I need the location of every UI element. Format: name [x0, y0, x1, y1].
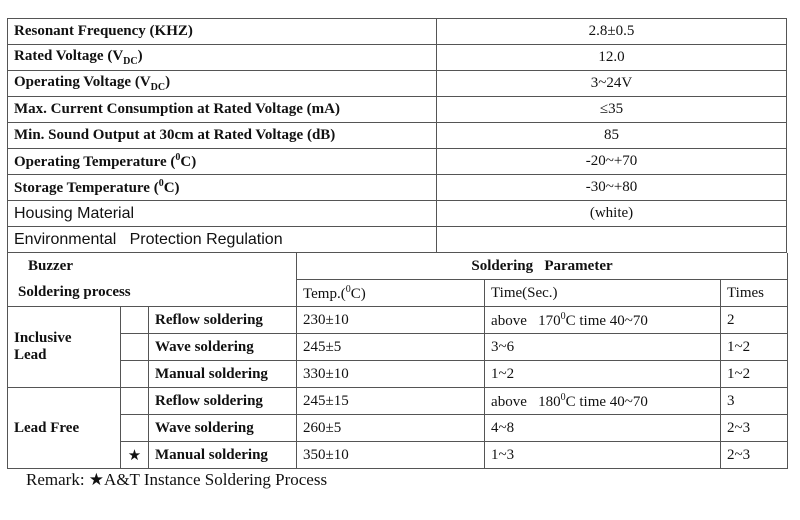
spec-label: Housing Material [8, 201, 437, 227]
table-row [8, 307, 788, 334]
temp-value: 230±10 [297, 307, 485, 334]
temp-value: 260±5 [297, 415, 485, 442]
mark-cell [121, 388, 149, 415]
times-value: 2~3 [721, 415, 788, 442]
spec-row [8, 201, 787, 227]
time-value: above $170^0C$ time 40~70 [485, 307, 721, 334]
time-value: 1~3 [485, 442, 721, 469]
times-value: 3 [721, 388, 788, 415]
spec-table [7, 18, 787, 253]
spec-value: -30~+80 [437, 175, 787, 201]
times-value: 1~2 [721, 334, 788, 361]
spec-value: ≤35 [437, 97, 787, 123]
mark-cell [121, 334, 149, 361]
time-value: 4~8 [485, 415, 721, 442]
spec-row [8, 175, 787, 201]
spec-label: Environmental Protection Regulation [8, 227, 437, 253]
table-row [8, 334, 788, 361]
time-value: 1~2 [485, 361, 721, 388]
soldering-header-row [8, 280, 788, 307]
corner-header-line2: Soldering process [8, 280, 297, 307]
mark-cell [121, 415, 149, 442]
spec-value: 2.8±0.5 [437, 19, 787, 45]
temp-value: 245±15 [297, 388, 485, 415]
spec-label: Resonant Frequency (KHZ) [8, 19, 437, 45]
spec-row [8, 19, 787, 45]
col-temp: Temp.($^0$C) [297, 280, 485, 307]
table-row [8, 415, 788, 442]
process-name: Manual soldering [149, 361, 297, 388]
group-name: Inclusive Lead [8, 307, 121, 388]
spec-value [437, 227, 787, 253]
temp-value: 350±10 [297, 442, 485, 469]
remark-note [26, 470, 327, 490]
col-times: Times [721, 280, 788, 307]
temp-value: 330±10 [297, 361, 485, 388]
spec-value: (white) [437, 201, 787, 227]
soldering-table [7, 253, 788, 469]
spec-label: Operating Voltage $(V_{DC})$ [8, 71, 437, 97]
time-value: above $180^0C$ time 40~70 [485, 388, 721, 415]
times-value: 1~2 [721, 361, 788, 388]
spec-label: Rated Voltage $(V_{DC})$ [8, 45, 437, 71]
spec-value: 3~24V [437, 71, 787, 97]
table-row [8, 388, 788, 415]
spec-value: -20~+70 [437, 149, 787, 175]
table-row [8, 442, 788, 469]
temp-value: 245±5 [297, 334, 485, 361]
process-name: Wave soldering [149, 334, 297, 361]
spec-label: Operating Temperature ($^0$C) [8, 149, 437, 175]
star-icon: ★ [121, 442, 149, 469]
spec-document [7, 18, 787, 469]
mark-cell [121, 307, 149, 334]
group-name: Lead Free [8, 388, 121, 469]
spec-label: Storage Temperature ($^0$C) [8, 175, 437, 201]
times-value: 2 [721, 307, 788, 334]
table-row [8, 361, 788, 388]
soldering-header-row [8, 253, 788, 280]
process-name: Manual soldering [149, 442, 297, 469]
spec-row [8, 149, 787, 175]
star-icon: ★ [88, 470, 105, 489]
parameter-title: Soldering Parameter [297, 253, 788, 280]
col-time: Time(Sec.) [485, 280, 721, 307]
spec-label: Max. Current Consumption at Rated Voltage (mA) [8, 97, 437, 123]
spec-row [8, 227, 787, 253]
process-name: Reflow soldering [149, 388, 297, 415]
spec-row [8, 97, 787, 123]
remark-text: A&T Instance Soldering Process [104, 470, 328, 489]
spec-row [8, 123, 787, 149]
process-name: Reflow soldering [149, 307, 297, 334]
time-value: 3~6 [485, 334, 721, 361]
corner-header: Buzzer [8, 253, 297, 280]
spec-value: 85 [437, 123, 787, 149]
mark-cell [121, 361, 149, 388]
process-name: Wave soldering [149, 415, 297, 442]
spec-value: 12.0 [437, 45, 787, 71]
spec-row [8, 45, 787, 71]
spec-label: Min. Sound Output at 30cm at Rated Voltage (dB) [8, 123, 437, 149]
remark-label: Remark: [26, 470, 85, 489]
spec-row [8, 71, 787, 97]
times-value: 2~3 [721, 442, 788, 469]
